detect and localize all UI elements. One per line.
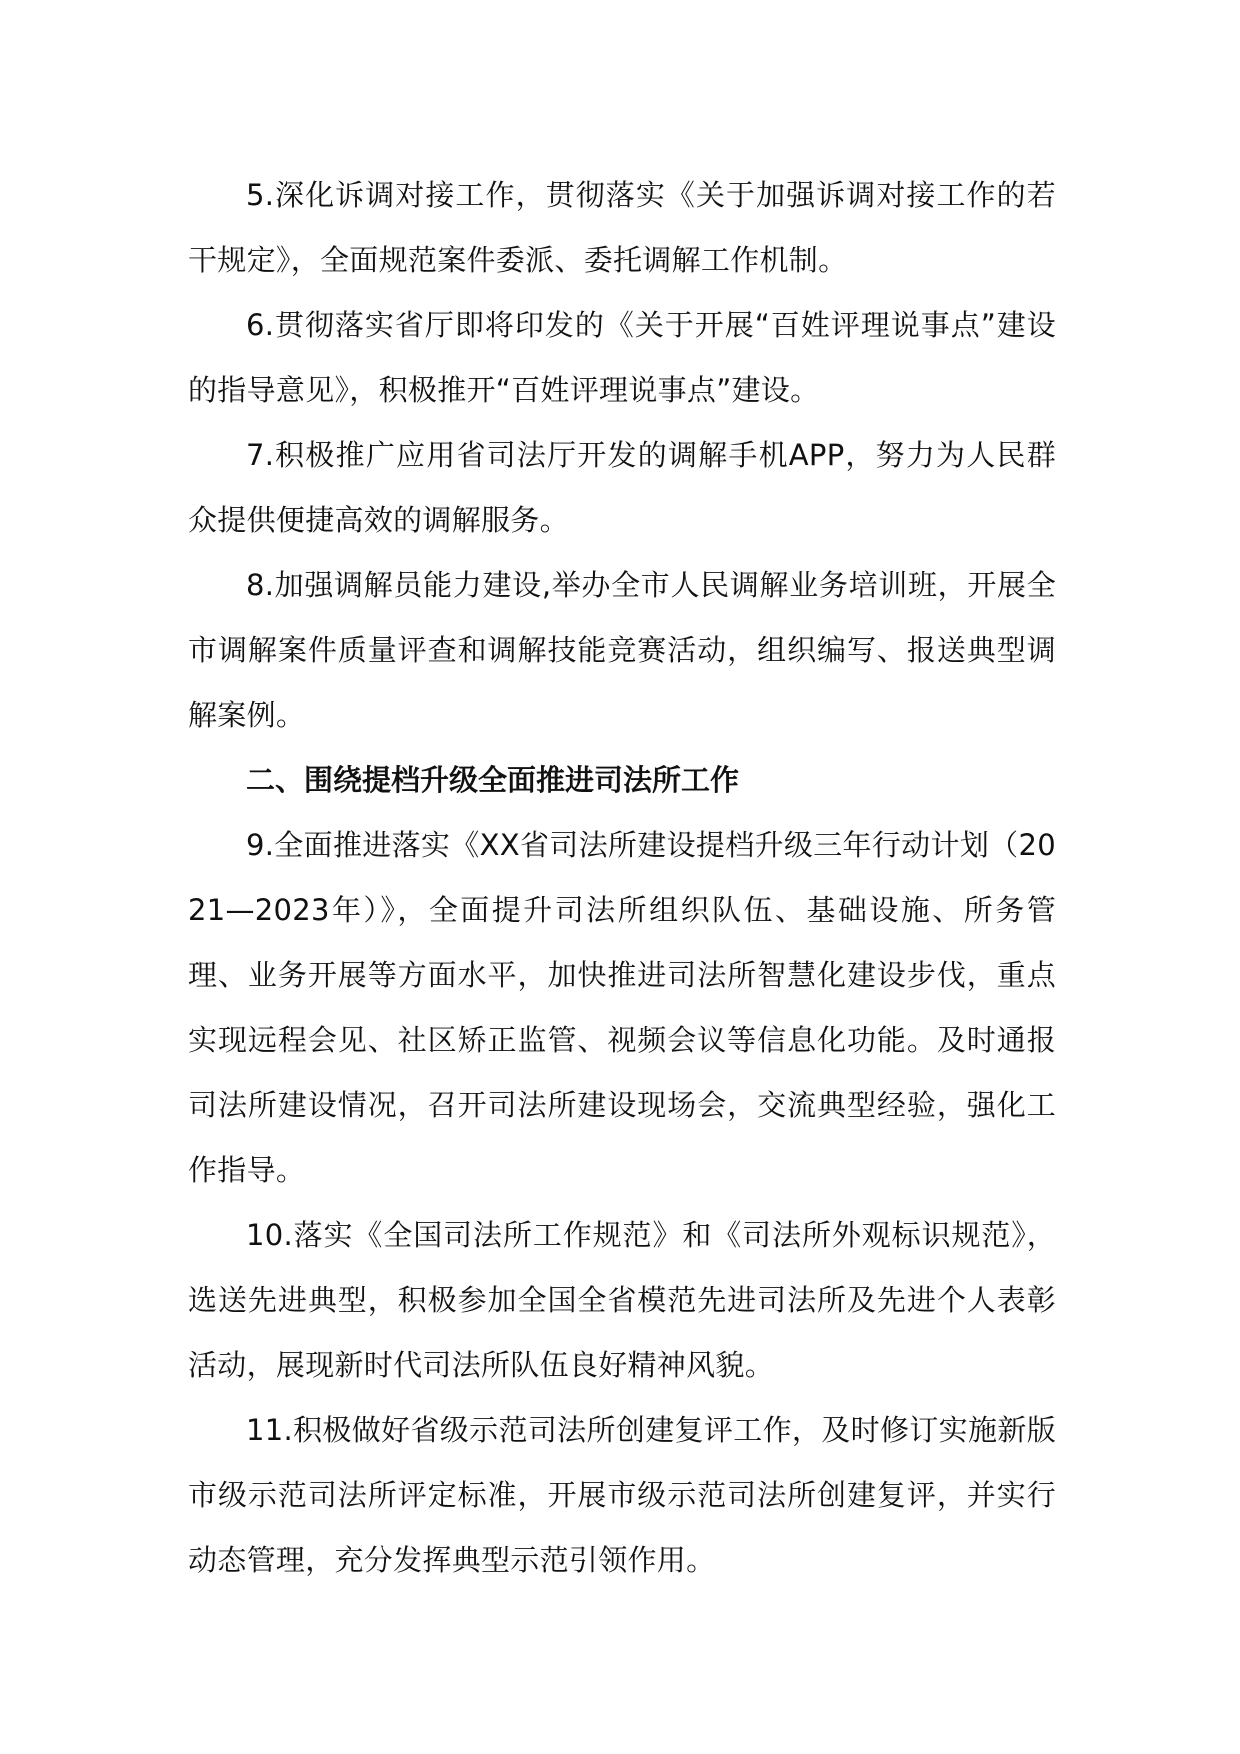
paragraph-7: 7.积极推广应用省司法厅开发的调解手机APP，努力为人民群众提供便捷高效的调解服务。	[188, 438, 1056, 537]
paragraph-10: 10.落实《全国司法所工作规范》和《司法所外观标识规范》，选送先进典型，积极参加全国全省模范先进司法所及先进个人表彰活动，展现新时代司法所队伍良好精神风貌。	[188, 1218, 1056, 1382]
paragraph-5: 5.深化诉调对接工作，贯彻落实《关于加强诉调对接工作的若干规定》，全面规范案件委派、委托调解工作机制。	[188, 178, 1056, 277]
paragraph-9: 9.全面推进落实《XX省司法所建设提档升级三年行动计划（2021—2023年）》，全面提升司法所组织队伍、基础设施、所务管理、业务开展等方面水平，加快推进司法所智慧化建设步伐，重点实现远程会见、社区矫正监管、视频会议等信息化功能。及时通报司法所建设情况，召开司法所建设现场会，交流典型经验，强化工作指导。	[188, 828, 1056, 1187]
section-heading: 二、围绕提档升级全面推进司法所工作	[246, 763, 740, 797]
paragraph-8: 8.加强调解员能力建设,举办全市人民调解业务培训班，开展全市调解案件质量评查和调解技能竞赛活动，组织编写、报送典型调解案例。	[188, 568, 1056, 732]
paragraph-6: 6.贯彻落实省厅即将印发的《关于开展“百姓评理说事点”建设的指导意见》，积极推开“百姓评理说事点”建设。	[188, 308, 1056, 407]
paragraph-11: 11.积极做好省级示范司法所创建复评工作，及时修订实施新版市级示范司法所评定标准，开展市级示范司法所创建复评，并实行动态管理，充分发挥典型示范引领作用。	[188, 1413, 1056, 1577]
document-page	[188, 163, 1056, 1593]
